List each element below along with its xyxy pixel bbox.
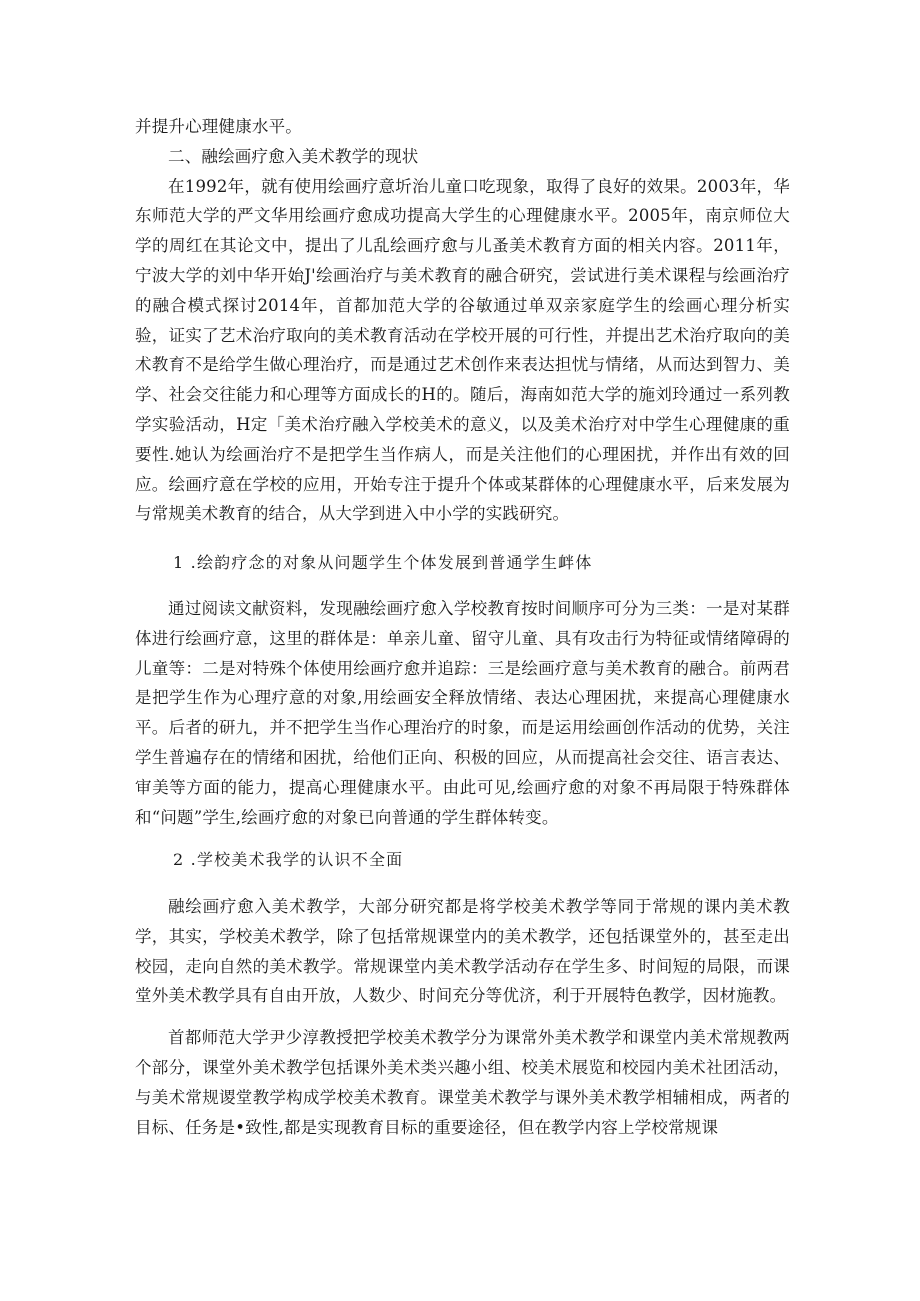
subheading-1: 1 .绘韵疗念的对象从问题学生个体发展到普通学生衅体 xyxy=(173,553,593,572)
text-block-1 xyxy=(135,112,790,529)
subheading-1-block xyxy=(135,548,790,578)
text-block-3 xyxy=(135,892,790,1142)
subheading-2-block xyxy=(135,845,790,875)
text-block-2 xyxy=(135,594,790,832)
paragraph-school-art: 融绘画疗愈入美术教学，大部分研究都是将学校美术教学等同于常规的课内美术教学，其实，学校美术教学，除了包括常规课堂内的美术教学，还包括课堂外的，甚至走出校园，走向自然的美术教学。常规课堂内美术教学活动存在学生多、时间短的局限，而课堂外美术教学具有自由开放，人数少、时间充分等优济，利于开展特色教学，因材施教。 xyxy=(135,897,790,1006)
paragraph-yin-shaochun: 首都师范大学尹少淳教授把学校美术教学分为课常外美术教学和课堂内美术常规教两个部分，课堂外美术教学包括课外美术类兴趣小组、校美术展览和校园内美术社团活动，与美术常规谡堂教学构成学校美术教育。课堂美术教学与课外美术教学相辅相成，两者的目标、任务是•致性,都是实现教育目标的重要途径，但在教学内容上学校常规课 xyxy=(135,1028,790,1137)
paragraph-objects: 通过阅读文献资料，发现融绘画疗愈入学校教育按时间顺序可分为三类：一是对某群体进行绘画疗意，这里的群体是：单亲儿童、留守儿童、具有攻击行为特征或情绪障碍的儿童等：二是对特殊个体使用绘画疗愈并追踪：三是绘画疗意与美术教育的融合。前两君是把学生作为心理疗意的对象,用绘画安全释放情绪、表达心理困扰，来提高心理健康水平。后者的研九，并不把学生当作心理治疗的时象，而是运用绘画创作活动的优势，关注学生普遍存在的情绪和困扰，给他们正向、积极的回应，从而提高社会交往、语言表达、审美等方面的能力，提高心理健康水平。由此可见,绘画疗愈的对象不再局限于特殊群体和“问题”学生,绘画疗愈的对象已向普通的学生群体转变。 xyxy=(135,599,790,827)
paragraph-history: 在1992年，就有使用绘画疗意圻治儿童口吃现象，取得了良好的效果。2003年，华东师范大学的严文华用绘画疗愈成功提高大学生的心理健康水平。2005年，南京师位大学的周红在其论文中，提出了儿乱绘画疗愈与儿蚤美术教育方面的相关内容。2011年，宁波大学的刘中华开始J'绘画治疗与美术教育的融合研究，尝试进行美术课程与绘画治疗的融合模式探讨2014年，首都加范大学的谷敏通过单双亲家庭学生的绘画心理分析实验，证实了艺术治疗取向的美术教育活动在学校开展的可行性，并提出艺术治疗取向的美术教育不是给学生做心理治疗，而是通过艺术创作来表达担忧与情绪，从而达到智力、美学、社会交往能力和心理等方面成长的H的。随后，海南如范大学的施刘玲通过一系列教学实验活动，H定「美术治疗融入学校美术的意义，以及美术治疗对中学生心理健康的重要性.她认为绘画治疗不是把学生当作病人，而是关注他们的心理困扰，并作出有效的回应。绘画疗意在学校的应用，开始专注于提升个体或某群体的心理健康水平，后来发展为与常规美术教育的结合，从大学到进入中小学的实践研究。 xyxy=(135,176,790,524)
paragraph-continuation: 并提升心理健康水平。 xyxy=(135,117,302,136)
section-heading: 二、融绘画疗愈入美术教学的现状 xyxy=(168,146,419,166)
subheading-2: 2 .学校美术我学的认识不全面 xyxy=(173,850,404,869)
